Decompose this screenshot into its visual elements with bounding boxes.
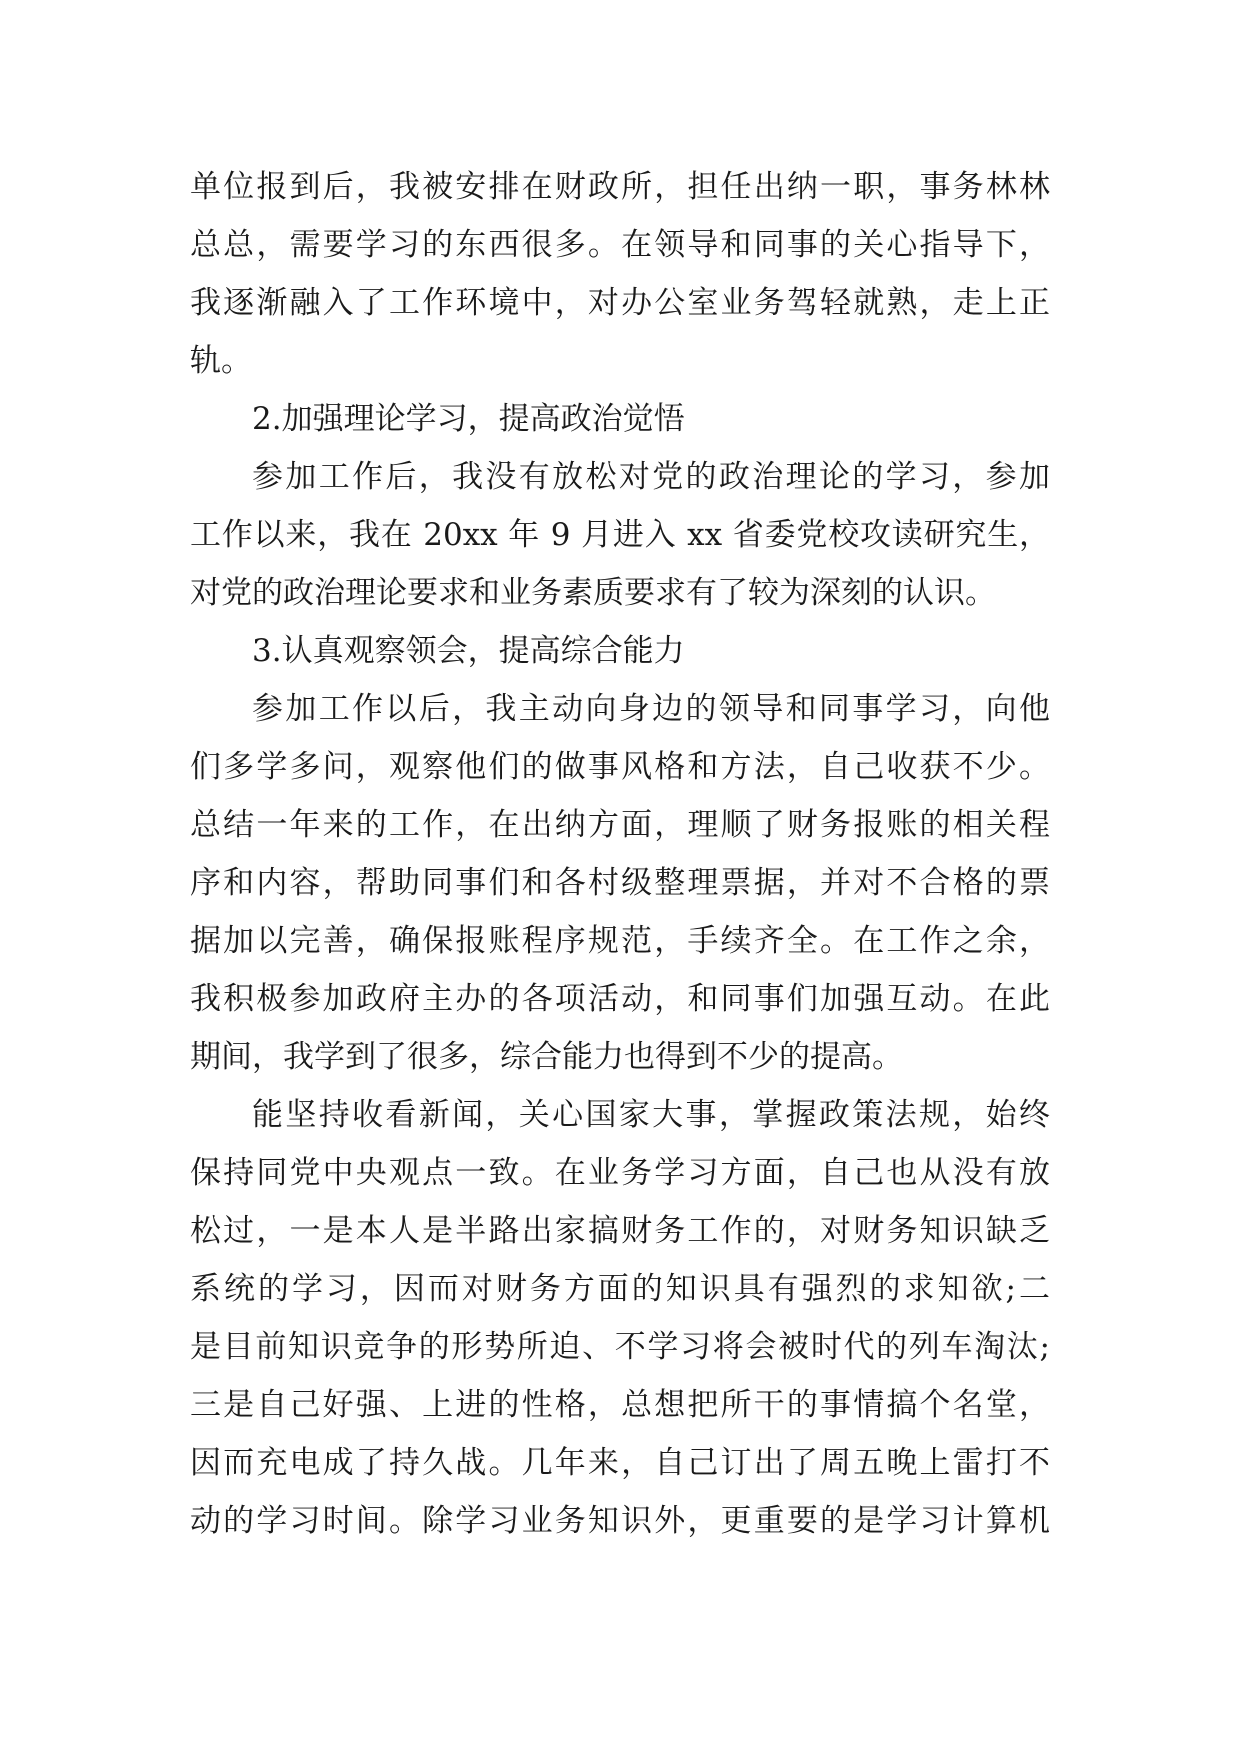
text-line: 因而充电成了持久战。几年来，自己订出了周五晚上雷打不 <box>190 1445 1050 1481</box>
text-line: 单位报到后，我被安排在财政所，担任出纳一职，事务林林 <box>190 169 1050 205</box>
text-line: 对党的政治理论要求和业务素质要求有了较为深刻的认识。 <box>190 575 996 611</box>
section-heading <box>190 622 1050 680</box>
text-line: 参加工作后，我没有放松对党的政治理论的学习，参加 <box>252 459 1050 495</box>
text-line: 据加以完善，确保报账程序规范，手续齐全。在工作之余， <box>190 923 1050 959</box>
text-line: 总总，需要学习的东西很多。在领导和同事的关心指导下， <box>190 227 1050 263</box>
heading-text: 2.加强理论学习，提高政治觉悟 <box>252 401 685 437</box>
text-line: 们多学多问，观察他们的做事风格和方法，自己收获不少。 <box>190 749 1050 785</box>
text-line: 三是自己好强、上进的性格，总想把所干的事情搞个名堂， <box>190 1387 1050 1423</box>
heading-text: 3.认真观察领会，提高综合能力 <box>252 633 685 669</box>
text-line: 松过，一是本人是半路出家搞财务工作的，对财务知识缺乏 <box>190 1213 1050 1249</box>
text-line: 保持同党中央观点一致。在业务学习方面，自己也从没有放 <box>190 1155 1050 1191</box>
text-line: 我积极参加政府主办的各项活动，和同事们加强互动。在此 <box>190 981 1050 1017</box>
paragraph <box>190 680 1050 1086</box>
text-line: 工作以来，我在 20xx 年 9 月进入 xx 省委党校攻读研究生， <box>190 517 1050 553</box>
paragraph <box>190 448 1050 622</box>
text-line: 总结一年来的工作，在出纳方面，理顺了财务报账的相关程 <box>190 807 1050 843</box>
text-line: 我逐渐融入了工作环境中，对办公室业务驾轻就熟，走上正 <box>190 285 1050 321</box>
text-line: 能坚持收看新闻，关心国家大事，掌握政策法规，始终 <box>252 1097 1050 1133</box>
text-line: 序和内容，帮助同事们和各村级整理票据，并对不合格的票 <box>190 865 1050 901</box>
section-heading <box>190 390 1050 448</box>
paragraph <box>190 1086 1050 1550</box>
paragraph <box>190 158 1050 390</box>
text-line: 动的学习时间。除学习业务知识外，更重要的是学习计算机 <box>190 1503 1050 1539</box>
text-line: 是目前知识竞争的形势所迫、不学习将会被时代的列车淘汰; <box>190 1329 1050 1365</box>
text-line: 期间，我学到了很多，综合能力也得到不少的提高。 <box>190 1039 903 1075</box>
text-line: 参加工作以后，我主动向身边的领导和同事学习，向他 <box>252 691 1050 727</box>
text-line: 轨。 <box>190 343 252 379</box>
document-body <box>190 158 1050 1550</box>
text-line: 系统的学习，因而对财务方面的知识具有强烈的求知欲;二 <box>190 1271 1050 1307</box>
